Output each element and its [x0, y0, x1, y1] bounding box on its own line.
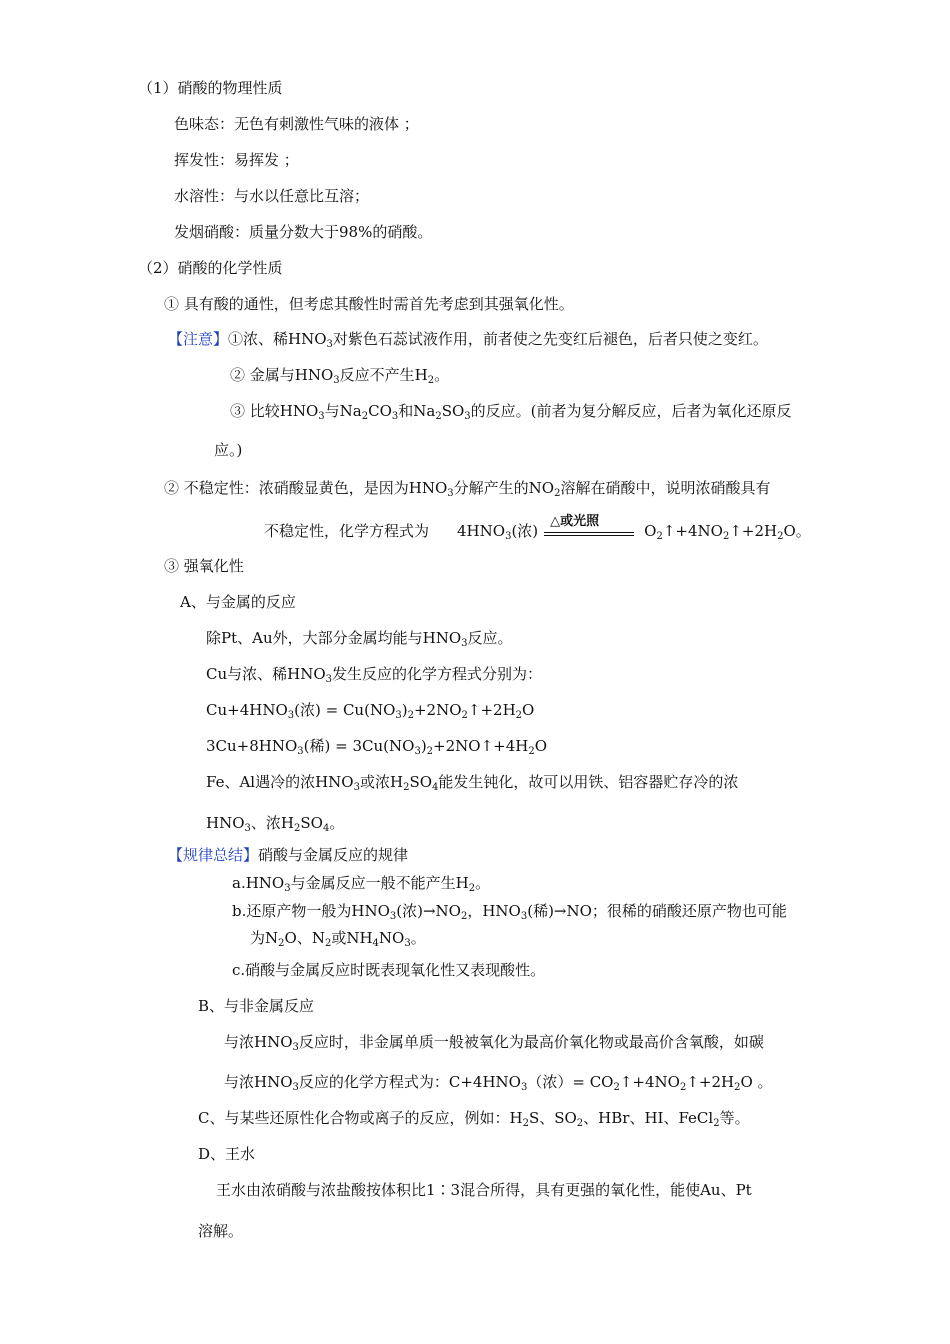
passivation-line: Fe、Al遇冷的浓$HNO_3$或浓$H_2SO_4$能发生钝化，故可以用铁、铝容器贮存冷的浓	[206, 773, 739, 793]
section-2-title: （2）硝酸的化学性质	[138, 259, 283, 277]
heading-A: A、与金属的反应	[180, 593, 296, 611]
B-line-1: 与浓$HNO_3$反应时，非金属单质一般被氧化为最高价氧化物或最高价含氧酸，如碳	[224, 1033, 764, 1053]
heading-D: D、王水	[198, 1145, 256, 1163]
rule-tag: 【规律总结】	[168, 846, 259, 864]
note-3-continued: 应。)	[214, 441, 243, 459]
reaction-condition-arrow: △或光照	[544, 522, 634, 542]
strong-oxidation-heading: ③ 强氧化性	[164, 557, 244, 575]
rule-b-continued: 为$N_2O$、$N_2$或$NH_4NO_3$。	[250, 929, 426, 949]
aqua-regia-line: 王水由浓硝酸与浓盐酸按体积比1∶3混合所得，具有更强的氧化性，能使Au、Pt	[216, 1181, 752, 1199]
rule-b: b.还原产物一般为$HNO_3$(浓)$\to NO_2$，$HNO_3$(稀)→NO；很稀的硝酸还原产物也可能	[232, 902, 787, 922]
instability-line: ② 不稳定性：浓硝酸显黄色，是因为$HNO_3$分解产生的$NO_2$溶解在硝酸中，说明浓硝酸具有	[164, 479, 771, 499]
solubility-line: 水溶性：与水以任意比互溶；	[174, 187, 370, 205]
carbon-equation-line: 与浓$HNO_3$反应的化学方程式为：$C+4HNO_3$（浓）= $CO_2↑+4NO_2↑+2H_2O$ 。	[224, 1073, 773, 1093]
note-1-line: 【注意】①浓、稀$HNO_3$对紫色石蕊试液作用，前者使之先变红后褪色，后者只使之变红。	[168, 330, 768, 350]
color-state-line: 色味态：无色有刺激性气味的液体 ；	[174, 115, 419, 133]
acid-property-line: ① 具有酸的通性，但考虑其酸性时需首先考虑到其强氧化性。	[164, 295, 574, 313]
decomposition-equation: 不稳定性，化学方程式为 $4HNO_3$(浓) △或光照 $O_2↑+4NO_2↑+2H_2O$。	[264, 514, 811, 542]
A-line-1: 除Pt、Au外，大部分金属均能与$HNO_3$反应。	[206, 629, 513, 649]
heading-B: B、与非金属反应	[198, 997, 315, 1015]
passivation-line-continued: $HNO_3$、浓$H_2SO_4$。	[206, 814, 345, 834]
rule-summary-heading: 【规律总结】硝酸与金属反应的规律	[168, 846, 409, 864]
note-3-line: ③ 比较$HNO_3$与$Na_2CO_3$和$Na_2SO_3$的反应。(前者为复分解反应，后者为氧化还原反	[230, 402, 792, 422]
note-2-line: ② 金属与$HNO_3$反应不产生$H_2$。	[230, 366, 450, 386]
aqua-regia-continued: 溶解。	[198, 1222, 244, 1240]
copper-dilute-equation: $3Cu+8HNO_3$(稀) = $3Cu(NO_3)_2+2NO↑+4H_2O$	[206, 737, 548, 757]
rule-a: $a.HNO_3$与金属反应一般不能产生$H_2$。	[232, 874, 491, 894]
section-1-title: （1）硝酸的物理性质	[138, 79, 283, 97]
volatility-line: 挥发性：易挥发 ；	[174, 151, 299, 169]
heading-C: C、与某些还原性化合物或离子的反应，例如：$H_2S$、$SO_2$、HBr、HI、FeCl$_2$等。	[198, 1109, 750, 1129]
rule-c: c.硝酸与金属反应时既表现氧化性又表现酸性。	[232, 961, 546, 979]
note-tag: 【注意】	[168, 330, 229, 348]
A-line-2: Cu与浓、稀$HNO_3$发生反应的化学方程式分别为：	[206, 665, 543, 685]
fuming-acid-line: 发烟硝酸：质量分数大于98%的硝酸。	[174, 223, 433, 241]
copper-concentrated-equation: $Cu+4HNO_3$(浓) = $Cu(NO_3)_2+2NO_2↑+2H_2O$	[206, 701, 535, 721]
